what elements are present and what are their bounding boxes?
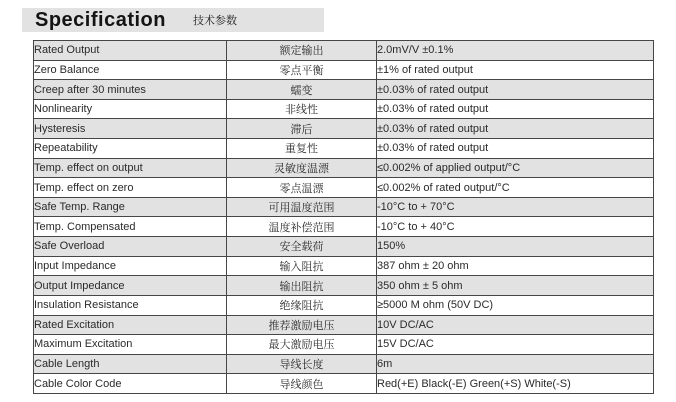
spec-value-cell: Red(+E) Black(-E) Green(+S) White(-S) [377, 374, 654, 394]
spec-name-zh-cell: 导线长度 [227, 354, 377, 374]
spec-value-cell: 150% [377, 237, 654, 257]
table-row [34, 256, 654, 276]
spec-name-en-cell: Safe Overload [34, 237, 227, 257]
spec-name-en-cell: Nonlinearity [34, 99, 227, 119]
spec-value-cell: 350 ohm ± 5 ohm [377, 276, 654, 296]
spec-name-en-cell: Safe Temp. Range [34, 197, 227, 217]
spec-name-zh-cell: 输入阻抗 [227, 256, 377, 276]
table-row [34, 41, 654, 61]
table-row [34, 276, 654, 296]
spec-value-cell: ≤0.002% of rated output/°C [377, 178, 654, 198]
table-row [34, 217, 654, 237]
spec-name-en-cell: Temp. effect on zero [34, 178, 227, 198]
spec-name-en-cell: Rated Output [34, 41, 227, 61]
spec-value-cell: 6m [377, 354, 654, 374]
table-row [34, 60, 654, 80]
spec-value-cell: 10V DC/AC [377, 315, 654, 335]
specification-table [33, 40, 654, 394]
spec-name-zh-cell: 滞后 [227, 119, 377, 139]
spec-name-zh-cell: 额定输出 [227, 41, 377, 61]
spec-name-zh-cell: 导线颜色 [227, 374, 377, 394]
title-bar [22, 8, 324, 32]
table-row [34, 99, 654, 119]
table-row [34, 197, 654, 217]
table-row [34, 119, 654, 139]
table-row [34, 354, 654, 374]
spec-name-en-cell: Temp. Compensated [34, 217, 227, 237]
spec-name-zh-cell: 温度补偿范围 [227, 217, 377, 237]
spec-name-en-cell: Cable Length [34, 354, 227, 374]
spec-name-zh-cell: 最大激励电压 [227, 335, 377, 355]
page-title: Specification [35, 8, 166, 31]
spec-value-cell: ±0.03% of rated output [377, 99, 654, 119]
spec-value-cell: ≤0.002% of applied output/°C [377, 158, 654, 178]
spec-value-cell: -10°C to + 40°C [377, 217, 654, 237]
spec-name-en-cell: Hysteresis [34, 119, 227, 139]
table-row [34, 374, 654, 394]
spec-value-cell: -10°C to + 70°C [377, 197, 654, 217]
table-row [34, 237, 654, 257]
spec-name-en-cell: Insulation Resistance [34, 295, 227, 315]
spec-name-en-cell: Output Impedance [34, 276, 227, 296]
spec-name-zh-cell: 零点平衡 [227, 60, 377, 80]
table-row [34, 315, 654, 335]
spec-name-en-cell: Rated Excitation [34, 315, 227, 335]
spec-value-cell: 2.0mV/V ±0.1% [377, 41, 654, 61]
spec-name-zh-cell: 安全载荷 [227, 237, 377, 257]
spec-name-en-cell: Cable Color Code [34, 374, 227, 394]
page-subtitle: 技术参数 [192, 15, 237, 27]
spec-name-en-cell: Repeatability [34, 139, 227, 159]
spec-value-cell: ±0.03% of rated output [377, 139, 654, 159]
table-row [34, 295, 654, 315]
table-row [34, 158, 654, 178]
table-row [34, 80, 654, 100]
spec-name-en-cell: Creep after 30 minutes [34, 80, 227, 100]
spec-name-zh-cell: 输出阻抗 [227, 276, 377, 296]
spec-value-cell: 387 ohm ± 20 ohm [377, 256, 654, 276]
spec-name-zh-cell: 灵敏度温漂 [227, 158, 377, 178]
spec-name-zh-cell: 蠕变 [227, 80, 377, 100]
spec-value-cell: ±0.03% of rated output [377, 80, 654, 100]
spec-name-en-cell: Temp. effect on output [34, 158, 227, 178]
spec-name-en-cell: Zero Balance [34, 60, 227, 80]
table-row [34, 139, 654, 159]
spec-value-cell: ±1% of rated output [377, 60, 654, 80]
spec-name-zh-cell: 可用温度范围 [227, 197, 377, 217]
spec-name-en-cell: Input Impedance [34, 256, 227, 276]
table-row [34, 335, 654, 355]
spec-name-zh-cell: 推荐激励电压 [227, 315, 377, 335]
spec-value-cell: ≥5000 M ohm (50V DC) [377, 295, 654, 315]
spec-value-cell: 15V DC/AC [377, 335, 654, 355]
spec-name-zh-cell: 绝缘阻抗 [227, 295, 377, 315]
spec-value-cell: ±0.03% of rated output [377, 119, 654, 139]
spec-name-en-cell: Maximum Excitation [34, 335, 227, 355]
spec-name-zh-cell: 零点温漂 [227, 178, 377, 198]
spec-name-zh-cell: 重复性 [227, 139, 377, 159]
spec-name-zh-cell: 非线性 [227, 99, 377, 119]
table-row [34, 178, 654, 198]
